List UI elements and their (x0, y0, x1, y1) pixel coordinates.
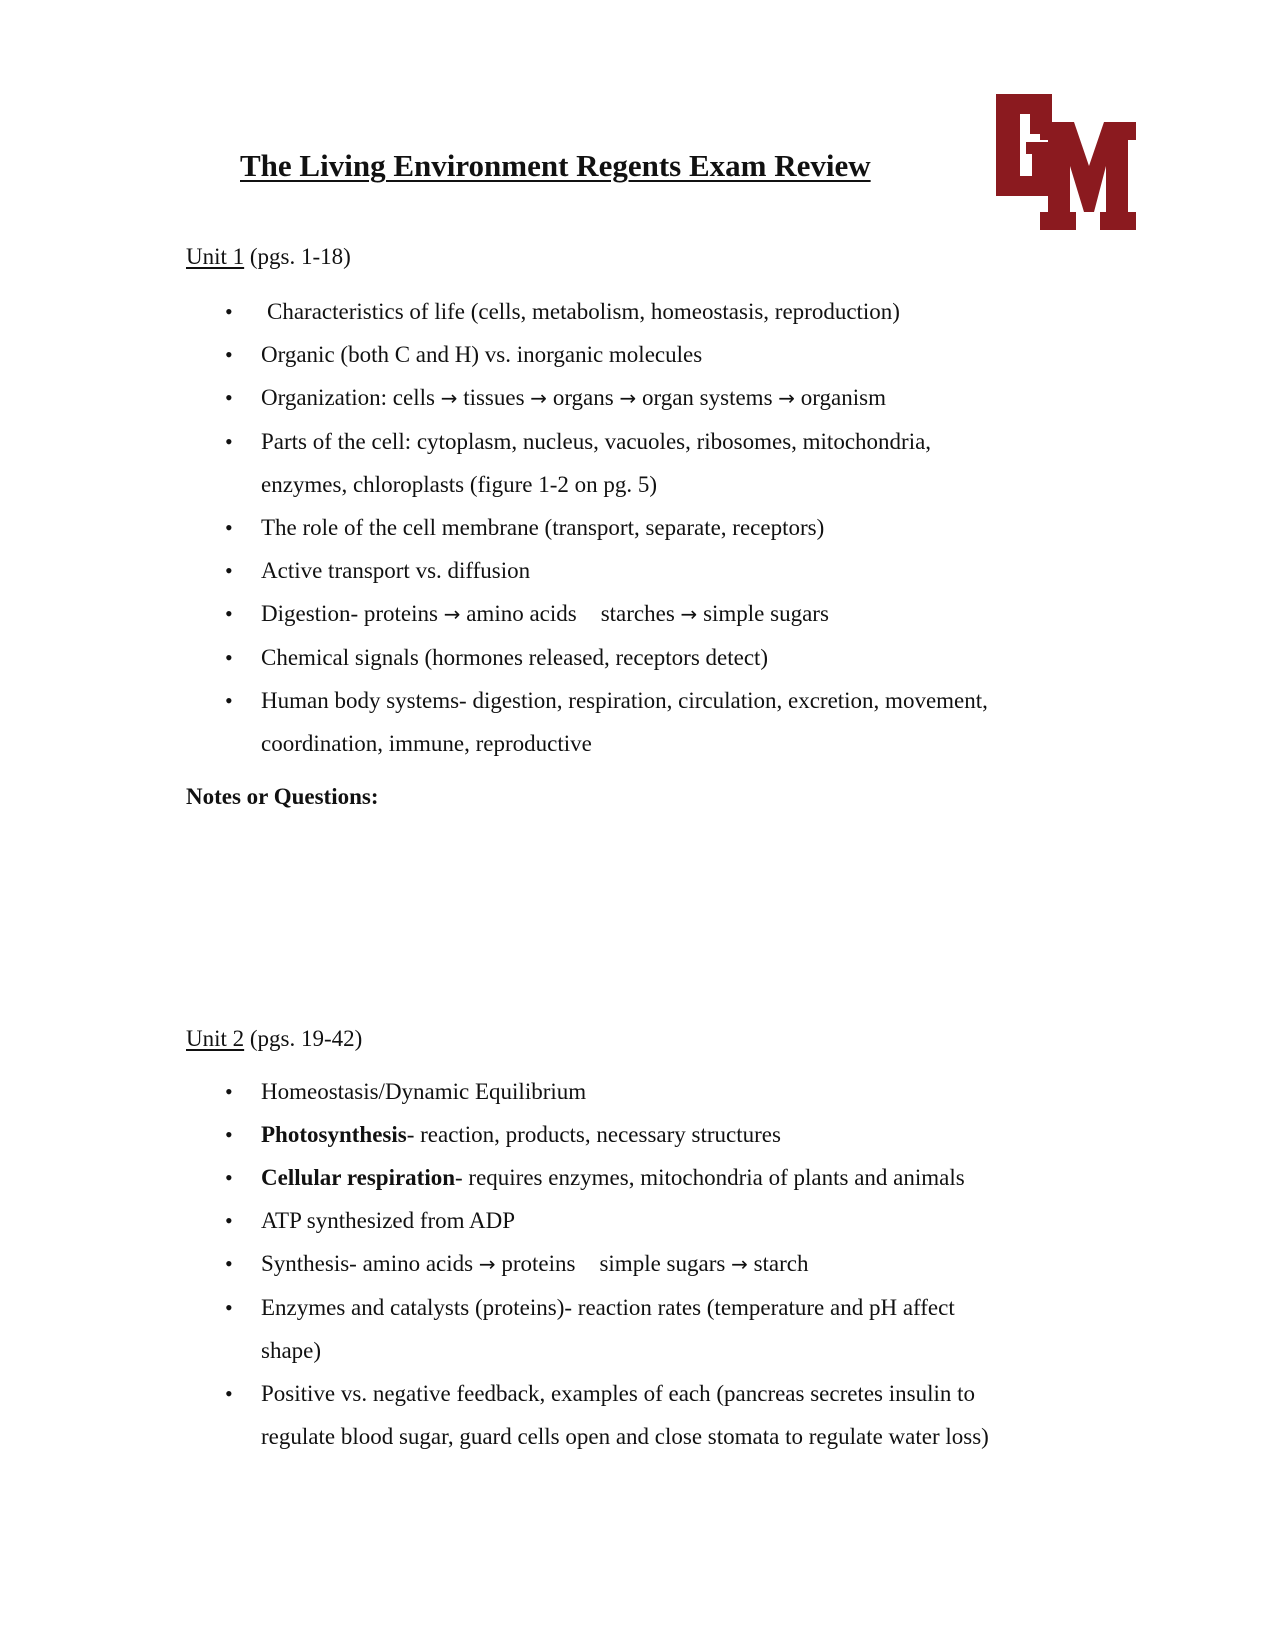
list-item: • Photosynthesis- reaction, products, necessary structures (0, 1113, 1275, 1156)
arrow-icon: → (443, 602, 461, 626)
unit-2-pages: (pgs. 19-42) (244, 1026, 363, 1051)
list-item: • Homeostasis/Dynamic Equilibrium (0, 1070, 1275, 1113)
list-item: • Organization: cells → tissues → organs → organ systems → organism (0, 376, 1275, 420)
list-item: • Active transport vs. diffusion (0, 549, 1275, 592)
unit-2-heading (186, 1026, 362, 1052)
arrow-icon: → (619, 386, 637, 410)
arrow-icon: → (530, 386, 548, 410)
list-item: • Positive vs. negative feedback, examples of each (pancreas secretes insulin to regulate blood sugar, guard cells open and close stomata to regulate water loss) (0, 1372, 1275, 1458)
unit-1-pages: (pgs. 1-18) (244, 244, 351, 269)
notes-label: Notes or Questions: (186, 784, 379, 809)
unit-1-list (0, 290, 1275, 765)
arrow-icon: → (440, 386, 458, 410)
list-item: • Enzymes and catalysts (proteins)- reaction rates (temperature and pH affect shape) (0, 1286, 1275, 1372)
unit-1-heading (186, 244, 351, 270)
unit-2-list (0, 1070, 1275, 1458)
arrow-icon: → (680, 602, 698, 626)
list-item: • Human body systems- digestion, respiration, circulation, excretion, movement, coordination, immune, reproductive (0, 679, 1275, 765)
list-item: • Digestion- proteins → amino acids starches → simple sugars (0, 592, 1275, 636)
list-item: • Chemical signals (hormones released, receptors detect) (0, 636, 1275, 679)
list-item: • Synthesis- amino acids → proteins simple sugars → starch (0, 1242, 1275, 1286)
arrow-icon: → (778, 386, 796, 410)
list-item: • Cellular respiration- requires enzymes, mitochondria of plants and animals (0, 1156, 1275, 1199)
unit-1-label: Unit 1 (186, 244, 245, 269)
arrow-icon: → (478, 1252, 496, 1276)
list-item: • Organic (both C and H) vs. inorganic molecules (0, 333, 1275, 376)
list-item: • ATP synthesized from ADP (0, 1199, 1275, 1242)
list-item: • Parts of the cell: cytoplasm, nucleus, vacuoles, ribosomes, mitochondria, enzymes, chloroplasts (figure 1-2 on pg. 5) (0, 420, 1275, 506)
arrow-icon: → (731, 1252, 748, 1276)
school-logo-icon (990, 84, 1140, 236)
list-item: • The role of the cell membrane (transport, separate, receptors) (0, 506, 1275, 549)
page-title: The Living Environment Regents Exam Review (240, 148, 871, 183)
list-item: • Characteristics of life (cells, metabolism, homeostasis, reproduction) (0, 290, 1275, 333)
unit-2-label: Unit 2 (186, 1026, 245, 1051)
